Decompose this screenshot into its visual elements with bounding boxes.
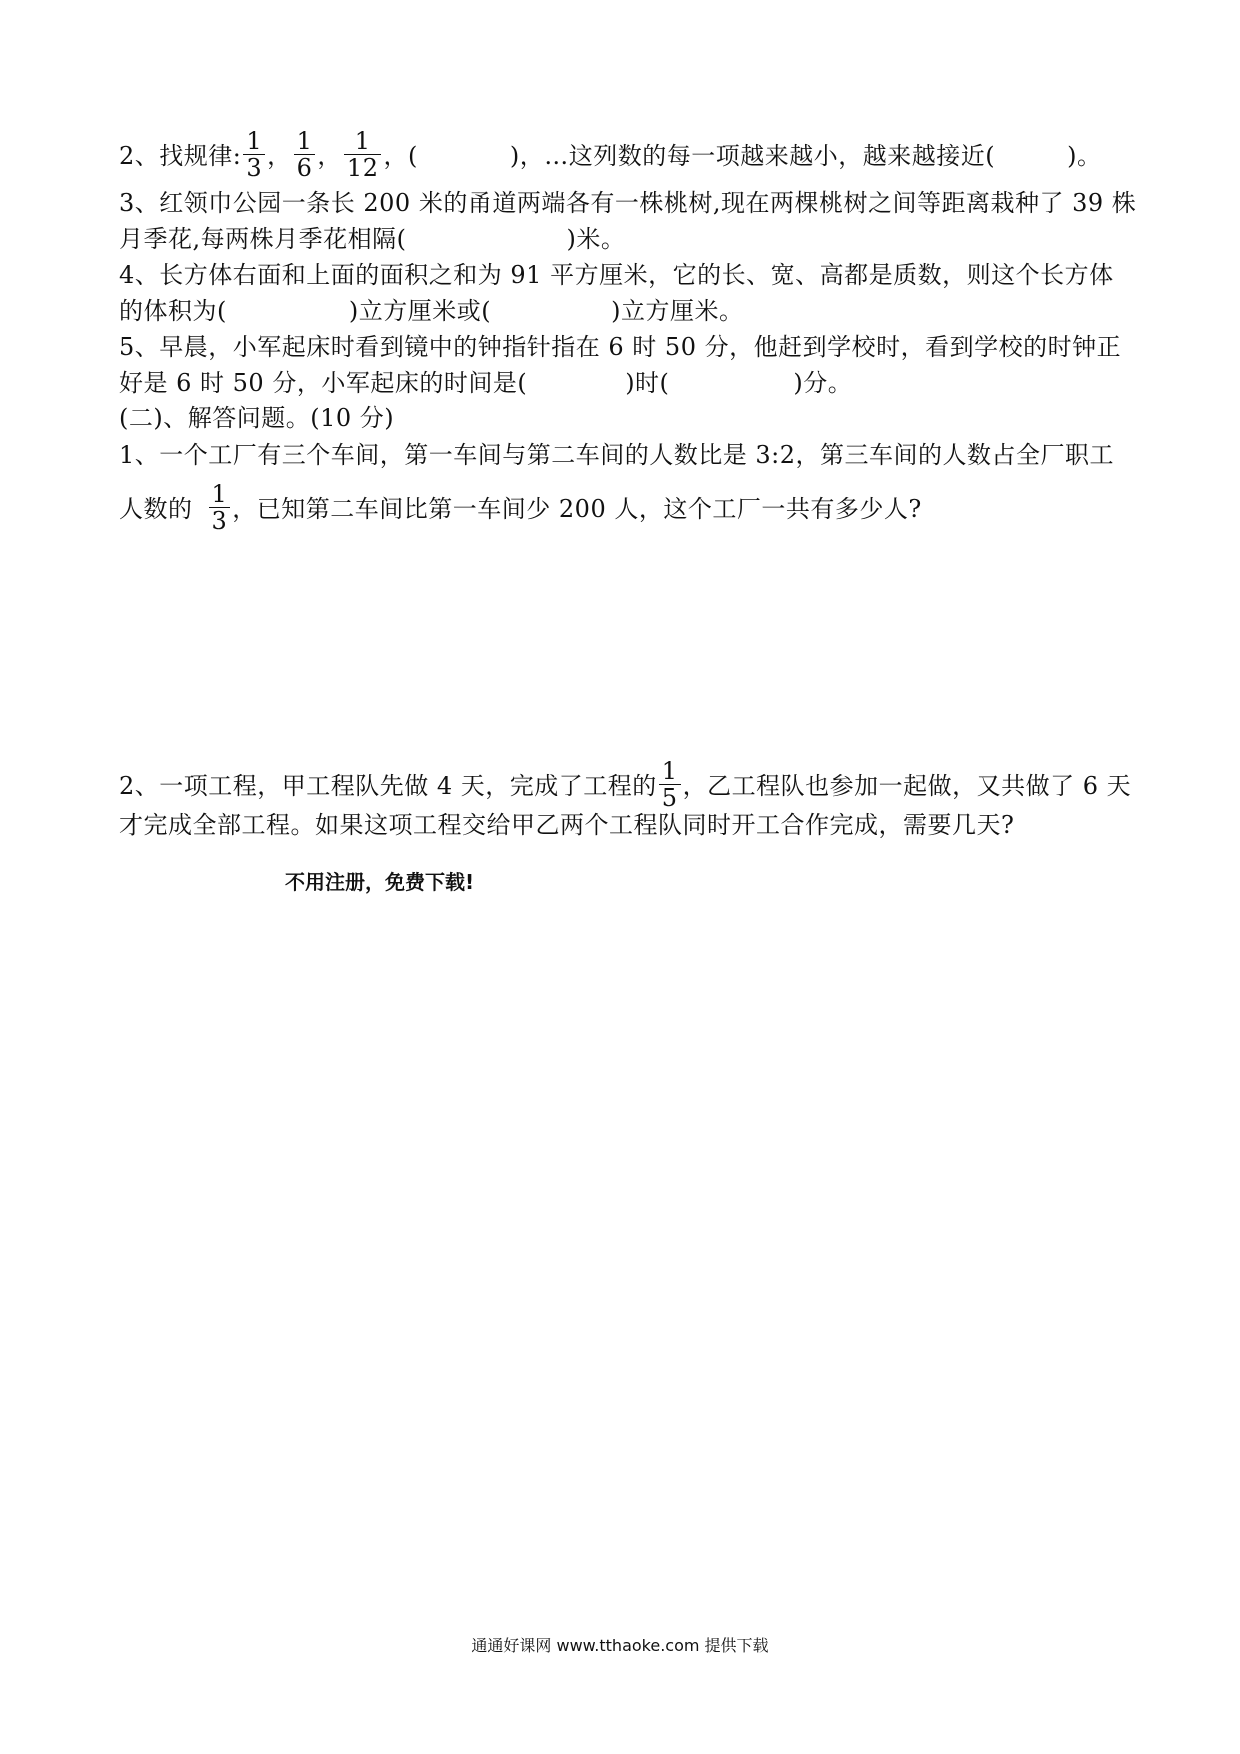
q4-text: )立方厘米。 xyxy=(611,297,744,325)
question-2 xyxy=(119,127,1102,184)
q5-text: 好是 6 时 50 分，小军起床的时间是( xyxy=(119,369,528,397)
fraction-1-3 xyxy=(243,128,265,181)
problem-2-line-1 xyxy=(119,757,1132,814)
fraction-1-3 xyxy=(209,481,231,534)
fraction-1-6 xyxy=(294,128,316,181)
question-4-line-1 xyxy=(119,258,1114,292)
question-3-line-2 xyxy=(119,222,625,256)
q4-text: 4、长方体右面和上面的面积之和为 91 平方厘米，它的长、宽、高都是质数，则这个长方体 xyxy=(119,261,1114,289)
fraction-denominator: 3 xyxy=(211,507,228,535)
footer-credit: 通通好课网 www.tthaoke.com 提供下载 xyxy=(471,1636,769,1655)
question-3-line-1 xyxy=(119,186,1136,220)
fraction-denominator: 6 xyxy=(296,154,313,182)
separator: ， xyxy=(317,142,342,170)
fraction-numerator: 1 xyxy=(661,757,678,785)
q2-end-text: )。 xyxy=(1067,142,1102,170)
fraction-numerator: 1 xyxy=(211,480,228,508)
q4-text: )立方厘米或( xyxy=(348,297,492,325)
fraction-1-12 xyxy=(344,128,382,181)
fraction-denominator: 12 xyxy=(346,154,379,182)
fraction-denominator: 5 xyxy=(661,784,678,812)
problem-1-line-1 xyxy=(119,438,1114,472)
separator: ，( xyxy=(383,142,418,170)
q5-text: )时( xyxy=(625,369,670,397)
q3-text: 3、红领巾公园一条长 200 米的甬道两端各有一株桃树,现在两棵桃树之间等距离栽种了 39 株 xyxy=(119,189,1137,217)
q5-text: )分。 xyxy=(793,369,853,397)
question-5-line-1 xyxy=(119,330,1121,364)
fraction-numerator: 1 xyxy=(354,127,371,155)
problem-1-line-2 xyxy=(119,480,922,537)
fraction-denominator: 3 xyxy=(246,154,263,182)
fraction-numerator: 1 xyxy=(296,127,313,155)
fraction-1-5 xyxy=(659,758,681,811)
section-heading xyxy=(119,401,394,435)
q3-text: 月季花,每两株月季花相隔( xyxy=(119,225,407,253)
p2-text: 才完成全部工程。如果这项工程交给甲乙两个工程队同时开工合作完成，需要几天? xyxy=(119,811,1015,839)
q4-text: 的体积为( xyxy=(119,297,227,325)
q2-prefix: 2、找规律: xyxy=(119,142,242,170)
p1-text: ，已知第二车间比第一车间少 200 人，这个工厂一共有多少人? xyxy=(232,495,922,523)
p1-text: 人数的 xyxy=(119,495,193,523)
p1-text: 1、一个工厂有三个车间，第一车间与第二车间的人数比是 3:2，第三车间的人数占全厂职工 xyxy=(119,441,1115,469)
section-heading-text: (二)、解答问题。(10 分) xyxy=(119,404,395,432)
q5-text: 5、早晨，小军起床时看到镜中的钟指针指在 6 时 50 分，他赶到学校时，看到学校的时钟正 xyxy=(119,333,1122,361)
p2-text: ，乙工程队也参加一起做，又共做了 6 天 xyxy=(682,772,1132,800)
fraction-numerator: 1 xyxy=(246,127,263,155)
question-4-line-2 xyxy=(119,294,743,328)
separator: ， xyxy=(267,142,292,170)
question-5-line-2 xyxy=(119,366,852,400)
q2-middle-text: )，…这列数的每一项越来越小，越来越接近( xyxy=(509,142,996,170)
q3-text: )米。 xyxy=(566,225,626,253)
p2-text: 2、一项工程，甲工程队先做 4 天，完成了工程的 xyxy=(119,772,657,800)
problem-2-line-2 xyxy=(119,808,1014,842)
download-note: 不用注册，免费下载! xyxy=(285,870,475,894)
